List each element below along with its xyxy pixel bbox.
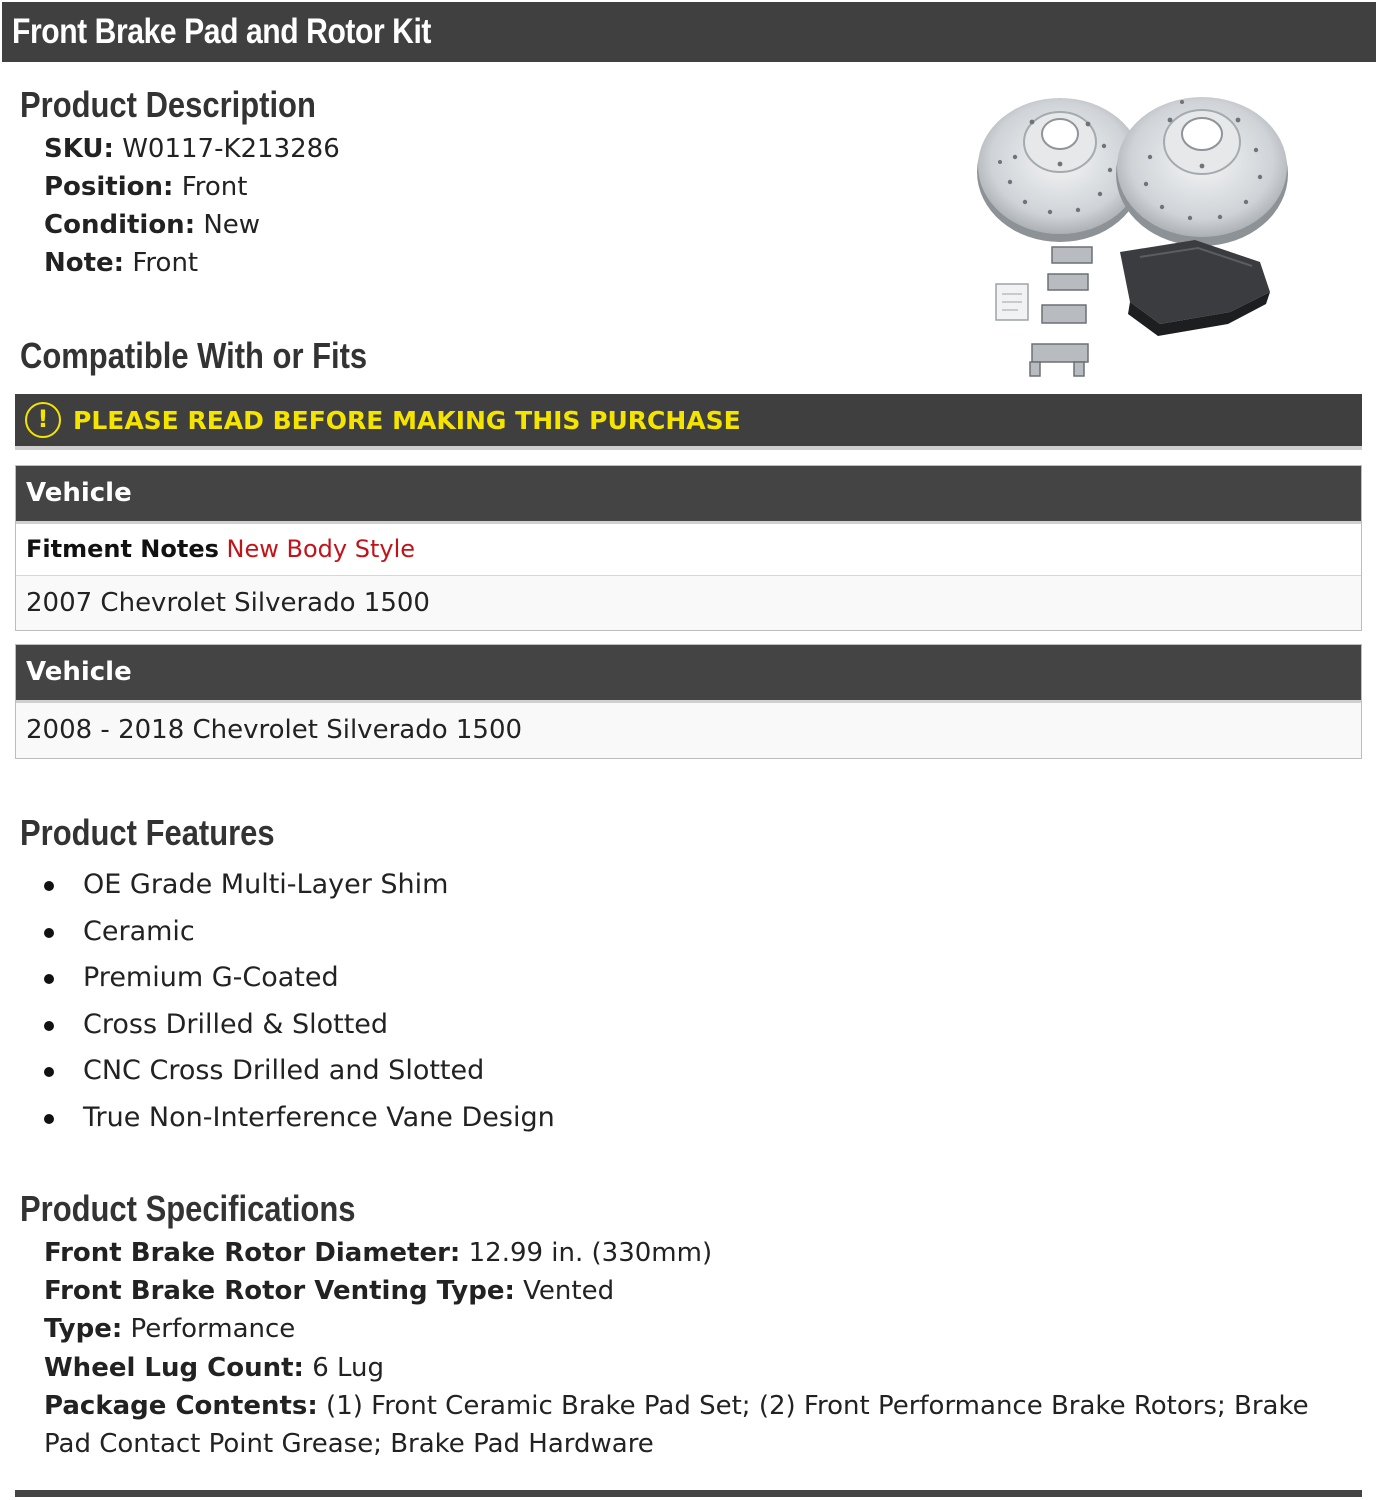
- product-features-heading: Product Features: [20, 812, 275, 853]
- vehicle-table-header: Vehicle: [16, 645, 1361, 703]
- condition-field: Condition: New: [44, 210, 261, 240]
- page-title-bar: [2, 2, 1376, 62]
- purchase-warning-banner: [15, 394, 1362, 450]
- vehicle-table-1: [15, 465, 1362, 631]
- spec-rotor-diameter: Front Brake Rotor Diameter: 12.99 in. (330mm): [44, 1238, 713, 1268]
- rotor-right-image: [1116, 97, 1288, 246]
- instruction-sheet-image: [996, 284, 1028, 320]
- product-description-heading: Product Description: [20, 84, 316, 125]
- specifications-list: [44, 1234, 1354, 1463]
- fitment-notes-label: Fitment Notes: [26, 535, 219, 563]
- list-item: Premium G-Coated: [40, 955, 555, 1002]
- fitment-notes-value: New Body Style: [226, 535, 416, 563]
- bottom-divider: [15, 1490, 1362, 1497]
- brake-kit-product-image: [970, 62, 1300, 387]
- list-item: True Non-Interference Vane Design: [40, 1095, 555, 1142]
- spec-venting-type: Front Brake Rotor Venting Type: Vented: [44, 1276, 615, 1307]
- warning-text: PLEASE READ BEFORE MAKING THIS PURCHASE: [73, 405, 741, 435]
- note-field: Note: Front: [44, 248, 199, 278]
- vehicle-table-2: [15, 644, 1362, 759]
- warning-icon: !: [25, 402, 61, 438]
- list-item: Ceramic: [40, 909, 555, 956]
- compatibility-heading: Compatible With or Fits: [20, 335, 368, 376]
- vehicle-row: 2007 Chevrolet Silverado 1500: [16, 575, 1361, 630]
- brake-hardware-image: [1030, 247, 1092, 376]
- vehicle-row: 2008 - 2018 Chevrolet Silverado 1500: [16, 703, 1361, 758]
- vehicle-table-header: Vehicle: [16, 466, 1361, 524]
- spec-type: Type: Performance: [44, 1314, 296, 1345]
- list-item: OE Grade Multi-Layer Shim: [40, 862, 555, 909]
- page-title: Front Brake Pad and Rotor Kit: [12, 12, 432, 51]
- list-item: CNC Cross Drilled and Slotted: [40, 1048, 555, 1095]
- brake-pads-image: [1120, 240, 1270, 336]
- spec-lug-count: Wheel Lug Count: 6 Lug: [44, 1352, 385, 1383]
- fitment-notes-row: [16, 524, 1361, 575]
- position-field: Position: Front: [44, 172, 248, 202]
- features-list: [40, 862, 555, 1141]
- spec-package-contents: Package Contents: (1) Front Ceramic Brake Pad Set; (2) Front Performance Brake Rotors; Brake Pad Contact Point Grease; Brake Pad Hardware: [44, 1390, 1309, 1460]
- sku-field: SKU: W0117-K213286: [44, 134, 340, 164]
- list-item: Cross Drilled & Slotted: [40, 1002, 555, 1049]
- product-specifications-heading: Product Specifications: [20, 1188, 356, 1229]
